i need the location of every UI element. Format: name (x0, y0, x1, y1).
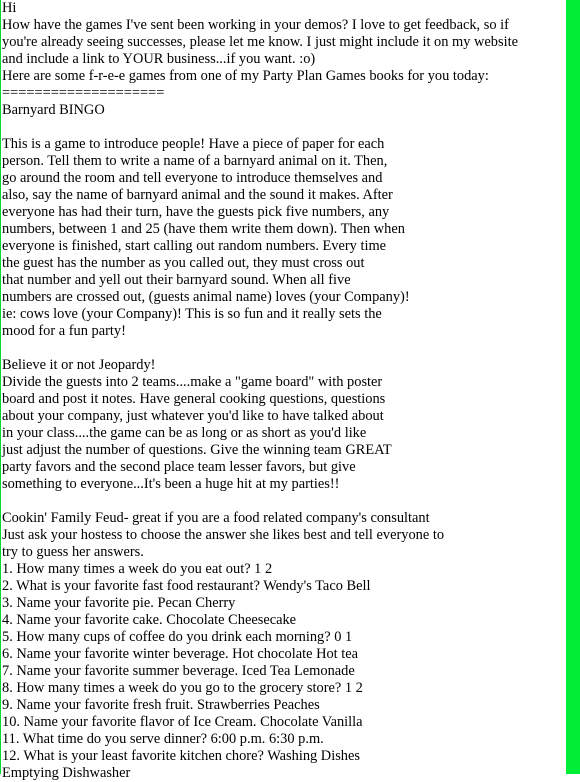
question-item: 5. How many cups of coffee do you drink each morning? 0 1 (2, 629, 353, 645)
question-item: 12. What is your least favorite kitchen chore? Washing Dishes (2, 748, 360, 764)
paragraph-spacer (2, 340, 564, 357)
intro-section (2, 0, 564, 102)
paragraph-line: about your company, just whatever you'd like to have talked about (2, 408, 384, 424)
paragraph-line: person. Tell them to write a name of a barnyard animal on it. Then, (2, 153, 388, 169)
question-item: Emptying Dishwasher (2, 765, 131, 781)
paragraph-line: in your class....the game can be as long or as short as you'd like (2, 425, 367, 441)
question-item: 8. How many times a week do you go to the grocery store? 1 2 (2, 680, 363, 696)
jeopardy-section (2, 357, 564, 510)
greeting: Hi (2, 0, 17, 16)
paragraph-line: just adjust the number of questions. Give the winning team GREAT (2, 442, 392, 458)
question-item: 4. Name your favorite cake. Chocolate Cheesecake (2, 612, 297, 628)
paragraph-line: Just ask your hostess to choose the answer she likes best and tell everyone to (2, 527, 445, 543)
question-item: 11. What time do you serve dinner? 6:00 p.m. 6:30 p.m. (2, 731, 324, 747)
paragraph-line: the guest has the number as you called out, they must cross out (2, 255, 365, 271)
paragraph-line: Divide the guests into 2 teams....make a "game board" with poster (2, 374, 383, 390)
left-border (0, 0, 1, 774)
question-item: 2. What is your favorite fast food restaurant? Wendy's Taco Bell (2, 578, 371, 594)
paragraph-line: something to everyone...It's been a huge hit at my parties!! (2, 476, 340, 492)
question-item: 6. Name your favorite winter beverage. Hot chocolate Hot tea (2, 646, 359, 662)
paragraph-line: numbers, between 1 and 25 (have them write them down). Then when (2, 221, 405, 237)
section-title-jeopardy: Believe it or not Jeopardy! (2, 357, 156, 373)
question-item: 10. Name your favorite flavor of Ice Cream. Chocolate Vanilla (2, 714, 363, 730)
intro-line: How have the games I've sent been working in your demos? I love to get feedback, so if (2, 17, 509, 33)
paragraph-spacer (2, 119, 564, 136)
intro-line: Here are some f-r-e-e games from one of my Party Plan Games books for you today: (2, 68, 489, 84)
question-item: 1. How many times a week do you eat out? 1 2 (2, 561, 273, 577)
paragraph-line: go around the room and tell everyone to introduce themselves and (2, 170, 383, 186)
question-item: 9. Name your favorite fresh fruit. Strawberries Peaches (2, 697, 320, 713)
question-item: 7. Name your favorite summer beverage. Iced Tea Lemonade (2, 663, 355, 679)
barnyard-bingo-section (2, 102, 564, 357)
paragraph-line: numbers are crossed out, (guests animal name) loves (your Company)! (2, 289, 410, 305)
section-title-barnyard-bingo: Barnyard BINGO (2, 102, 105, 118)
paragraph-line: party favors and the second place team lesser favors, but give (2, 459, 356, 475)
email-body (2, 0, 564, 782)
paragraph-spacer (2, 493, 564, 510)
right-accent-bar (566, 0, 580, 774)
paragraph-line: This is a game to introduce people! Have a piece of paper for each (2, 136, 385, 152)
paragraph-line: try to guess her answers. (2, 544, 144, 560)
paragraph-line: everyone has had their turn, have the guests pick five numbers, any (2, 204, 390, 220)
intro-line: you're already seeing successes, please let me know. I just might include it on my website (2, 34, 518, 50)
section-title-family-feud: Cookin' Family Feud- great if you are a food related company's consultant (2, 510, 430, 526)
paragraph-line: everyone is finished, start calling out random numbers. Every time (2, 238, 387, 254)
intro-line: and include a link to YOUR business...if you want. :o) (2, 51, 316, 67)
paragraph-line: that number and yell out their barnyard sound. When all five (2, 272, 351, 288)
paragraph-line: mood for a fun party! (2, 323, 126, 339)
paragraph-line: also, say the name of barnyard animal and the sound it makes. After (2, 187, 393, 203)
paragraph-line: board and post it notes. Have general cooking questions, questions (2, 391, 386, 407)
paragraph-line: ie: cows love (your Company)! This is so fun and it really sets the (2, 306, 382, 322)
question-item: 3. Name your favorite pie. Pecan Cherry (2, 595, 236, 611)
separator-line: ==================== (2, 85, 165, 101)
family-feud-section (2, 510, 564, 782)
